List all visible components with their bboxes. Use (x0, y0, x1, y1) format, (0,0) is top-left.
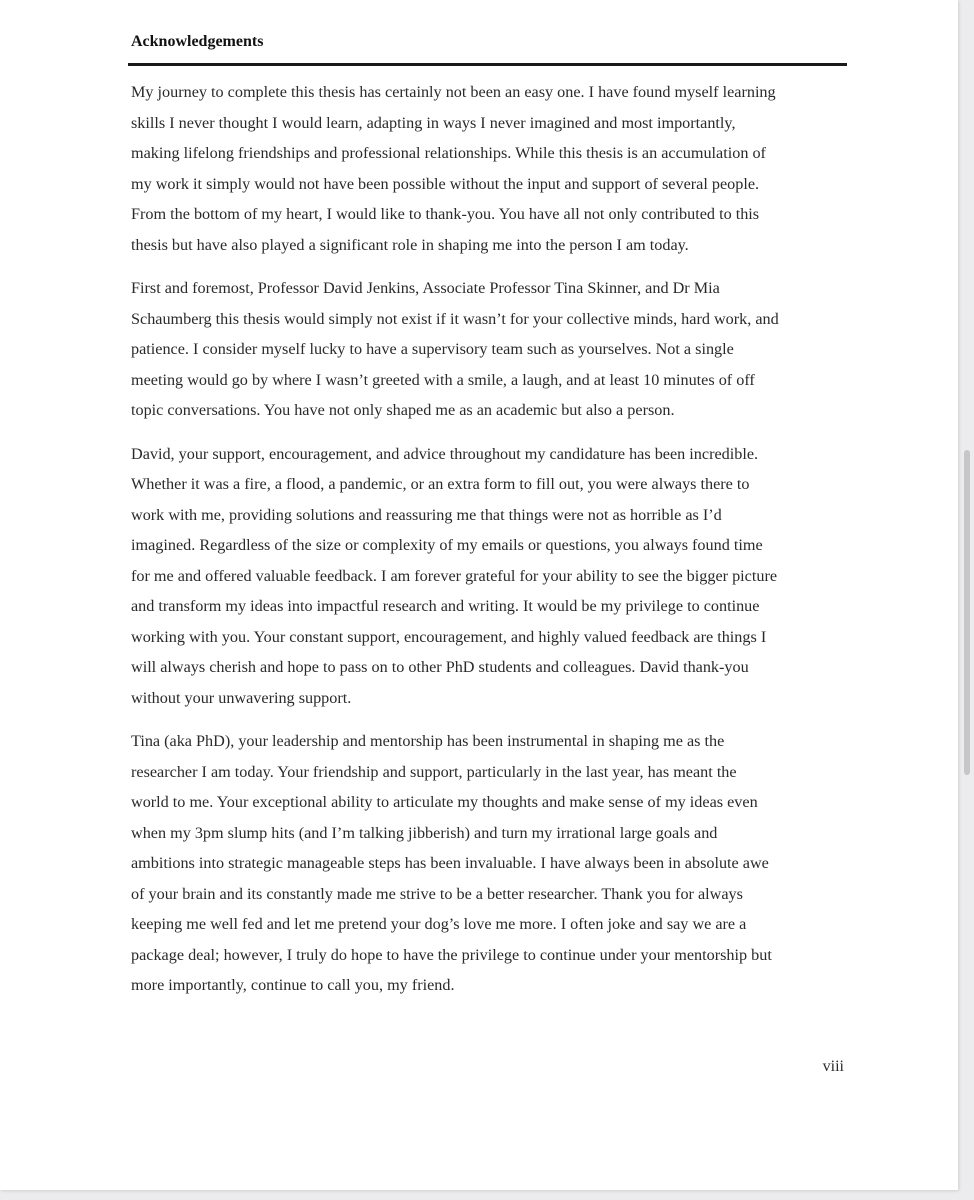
text-line: First and foremost, Professor David Jenkins, Associate Professor Tina Skinner, and Dr Mia (131, 279, 720, 297)
text-line: meeting would go by where I wasn’t greeted with a smile, a laugh, and at least 10 minutes of off (131, 370, 755, 389)
text-line: making lifelong friendships and professional relationships. While this thesis is an accumulation of (131, 144, 766, 162)
text-line: Whether it was a fire, a flood, a pandemic, or an extra form to fill out, you were always there to (131, 475, 750, 493)
paragraph-intro (131, 77, 851, 260)
text-line: without your unwavering support. (131, 688, 352, 707)
text-line: and transform my ideas into impactful research and writing. It would be my privilege to continue (131, 597, 760, 615)
section-heading: Acknowledgements (131, 33, 264, 50)
text-line: imagined. Regardless of the size or complexity of my emails or questions, you always found time (131, 536, 763, 554)
text-line: more importantly, continue to call you, my friend. (131, 976, 455, 994)
text-line: patience. I consider myself lucky to have a supervisory team such as yourselves. Not a single (131, 340, 734, 358)
text-line: world to me. Your exceptional ability to articulate my thoughts and make sense of my ideas even (131, 793, 758, 811)
text-line: David, your support, encouragement, and advice throughout my candidature has been incredible. (131, 444, 759, 463)
text-line: my work it simply would not have been possible without the input and support of several people. (131, 174, 760, 193)
text-line: of your brain and its constantly made me strive to be a better researcher. Thank you for always (131, 884, 743, 903)
paragraph-supervisors (131, 273, 851, 426)
page-number: viii (822, 1058, 844, 1075)
heading-rule (128, 63, 847, 66)
text-line: thesis but have also played a significant role in shaping me into the person I am today. (131, 235, 689, 254)
text-line: From the bottom of my heart, I would like to thank-you. You have all not only contributed to this (131, 205, 760, 223)
text-line: researcher I am today. Your friendship and support, particularly in the last year, has meant the (131, 762, 737, 781)
body-text (131, 77, 851, 1014)
text-line: My journey to complete this thesis has certainly not been an easy one. I have found myself learning (131, 83, 776, 101)
paragraph-david (131, 439, 851, 714)
text-line: work with me, providing solutions and reassuring me that things were not as horrible as I’d (131, 505, 722, 524)
vertical-scrollbar[interactable] (962, 0, 972, 1200)
text-line: skills I never thought I would learn, adapting in ways I never imagined and most importantly, (131, 113, 736, 132)
text-line: will always cherish and hope to pass on to other PhD students and colleagues. David thank-you (131, 658, 749, 676)
text-line: when my 3pm slump hits (and I’m talking jibberish) and turn my irrational large goals and (131, 823, 718, 842)
paragraph-tina (131, 726, 851, 1001)
text-line: Schaumberg this thesis would simply not exist if it wasn’t for your collective minds, hard work, and (131, 309, 779, 328)
text-line: keeping me well fed and let me pretend your dog’s love me more. I often joke and say we are a (131, 915, 747, 933)
scrollbar-thumb[interactable] (964, 450, 970, 775)
text-line: working with you. Your constant support, encouragement, and highly valued feedback are things I (131, 627, 767, 646)
text-line: topic conversations. You have not only shaped me as an academic but also a person. (131, 401, 675, 419)
text-line: package deal; however, I truly do hope to have the privilege to continue under your mentorship but (131, 945, 772, 964)
text-line: for me and offered valuable feedback. I am forever grateful for your ability to see the bigger picture (131, 566, 778, 585)
text-line: Tina (aka PhD), your leadership and mentorship has been instrumental in shaping me as the (131, 732, 725, 750)
text-line: ambitions into strategic manageable steps has been invaluable. I have always been in absolute awe (131, 854, 769, 872)
